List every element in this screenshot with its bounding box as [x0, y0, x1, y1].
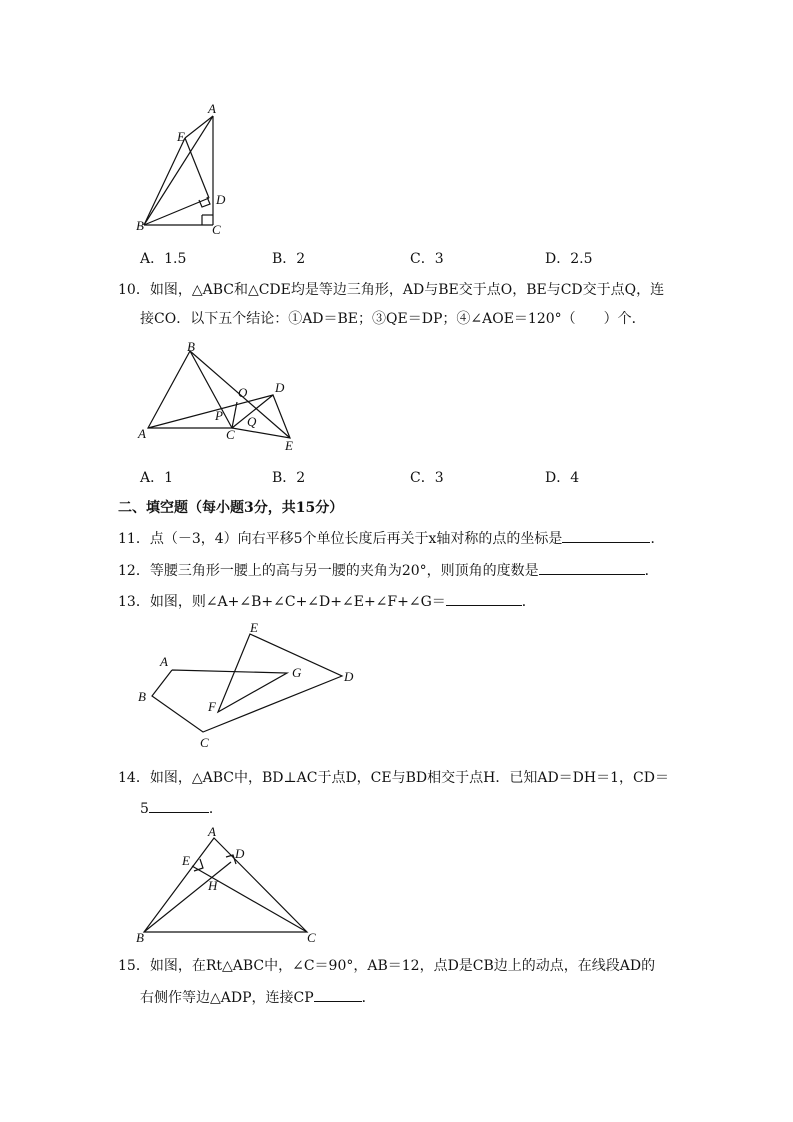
- q13-label-c: C: [200, 735, 209, 750]
- q9-choice-b: B．2: [272, 251, 306, 267]
- q9-label-a: A: [208, 101, 216, 116]
- q10-label-b: B: [187, 339, 195, 354]
- q9-label-e: E: [177, 129, 185, 144]
- q13-label-g: G: [292, 665, 302, 680]
- q9-figure: [130, 98, 250, 238]
- q12-line: [118, 560, 659, 581]
- q9-choice-a: A．1.5: [140, 251, 187, 267]
- q14-label-b: B: [136, 930, 144, 945]
- q10-label-q: Q: [247, 414, 257, 429]
- q11-blank[interactable]: [562, 528, 650, 543]
- q13-label-a: A: [160, 654, 168, 669]
- q13-label-e: E: [250, 620, 258, 635]
- q14-blank[interactable]: [149, 798, 209, 813]
- q9-choice-d: D．2.5: [545, 251, 593, 267]
- section-heading: 二、填空题（每小题3分，共15分）: [118, 500, 344, 516]
- q10-label-d: D: [275, 380, 285, 395]
- q14-label-a: A: [208, 824, 216, 839]
- q13-blank[interactable]: [446, 591, 522, 606]
- q10-label-o: O: [238, 385, 248, 400]
- q13-figure: [130, 620, 370, 755]
- q9-label-b: B: [136, 218, 144, 233]
- q14-label-e: E: [182, 853, 190, 868]
- q13-text: 13．如图，则∠A+∠B+∠C+∠D+∠E+∠F+∠G＝: [118, 594, 446, 610]
- q11-line: [118, 528, 664, 549]
- q9-choice-c: C．3: [410, 251, 444, 267]
- q14-line-2-start: 5: [140, 801, 149, 817]
- q15-end: ．: [361, 990, 376, 1006]
- q12-text: 12．等腰三角形一腰上的高与另一腰的夹角为20°，则顶角的度数是: [118, 563, 539, 579]
- q11-text: 11．点（－3，4）向右平移5个单位长度后再关于x轴对称的点的坐标是: [118, 531, 563, 547]
- q10-label-e: E: [285, 438, 293, 453]
- q10-choice-b: B．2: [272, 470, 306, 486]
- q10-figure: [135, 340, 315, 455]
- q15-blank[interactable]: [314, 987, 362, 1002]
- q15-line-2-text: 右侧作等边△ADP，连接CP: [140, 990, 314, 1006]
- q13-label-d: D: [344, 669, 354, 684]
- q10-choice-a: A．1: [140, 470, 174, 486]
- q14-label-d: D: [235, 846, 245, 861]
- q13-end: ．: [521, 594, 536, 610]
- q9-label-c: C: [212, 222, 221, 237]
- q14-line-2: [140, 798, 223, 819]
- q14-label-h: H: [208, 878, 218, 893]
- q13-label-b: B: [138, 689, 146, 704]
- q10-choice-d: D．4: [545, 470, 580, 486]
- q10-label-p: P: [215, 408, 223, 423]
- q12-blank[interactable]: [539, 560, 645, 575]
- q14-line-1: 14．如图，△ABC中，BD⊥AC于点D，CE与BD相交于点H．已知AD＝DH＝1，CD＝: [118, 770, 669, 786]
- q15-line-1: 15．如图，在Rt△ABC中，∠C＝90°，AB＝12，点D是CB边上的动点，在线段AD的: [118, 958, 656, 974]
- q14-figure: [132, 822, 332, 945]
- q9-label-d: D: [216, 192, 226, 207]
- q12-end: ．: [644, 563, 659, 579]
- q10-line-1: 10．如图，△ABC和△CDE均是等边三角形，AD与BE交于点O，BE与CD交于点Q，连: [118, 282, 665, 298]
- q15-line-2: [140, 987, 376, 1008]
- q10-label-c: C: [226, 427, 235, 442]
- q14-label-c: C: [307, 930, 316, 945]
- q14-end: ．: [208, 801, 223, 817]
- q13-label-f: F: [208, 699, 216, 714]
- q10-label-a: A: [138, 426, 146, 441]
- q10-line-2: 接CO．以下五个结论：①AD＝BE；③QE＝DP；④∠AOE＝120°（ ）个．: [140, 311, 646, 327]
- q11-end: ．: [650, 531, 665, 547]
- q13-line: [118, 591, 536, 612]
- q10-choice-c: C．3: [410, 470, 444, 486]
